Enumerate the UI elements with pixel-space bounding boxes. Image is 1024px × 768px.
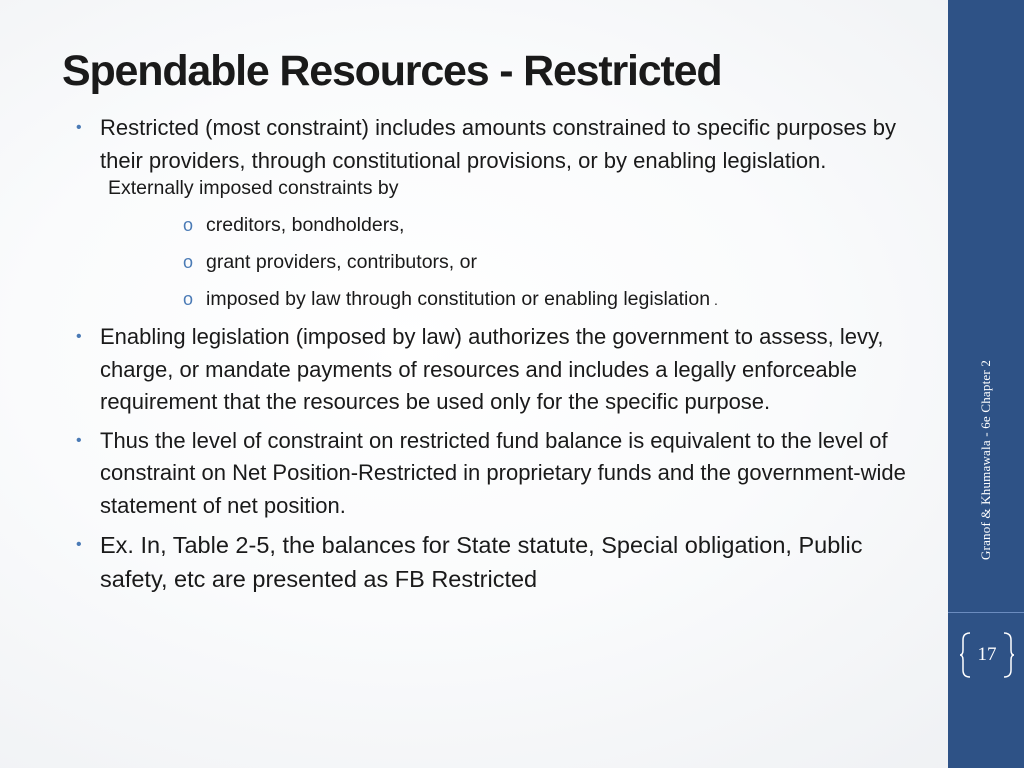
- page-number-badge: [960, 630, 1014, 680]
- bullet-dot-icon: •: [76, 119, 82, 136]
- bullet-dot-icon: •: [76, 328, 82, 345]
- sub-bullet-tail: .: [710, 292, 718, 308]
- sub-bullet-text: grant providers, contributors, or: [206, 251, 477, 273]
- bullet-item: [76, 321, 916, 419]
- bullet-dot-icon: •: [76, 536, 82, 553]
- bullet-text: Ex. In, Table 2-5, the balances for State statute, Special obligation, Public safety, etc are presented as FB Restricted: [100, 532, 863, 592]
- bullet-dot-icon: •: [76, 431, 82, 449]
- sub-bullet-text: imposed by law through constitution or enabling legislation: [206, 288, 711, 310]
- bullet-item: [76, 425, 916, 523]
- circle-bullet-icon: o: [183, 252, 194, 272]
- sub-bullet-item: [76, 281, 916, 319]
- footer-citation: Granof & Khumawala - 6e Chapter 2: [978, 359, 993, 561]
- circle-bullet-icon: o: [183, 289, 194, 309]
- bullet-item: [76, 112, 916, 177]
- sub-bullet-text: creditors, bondholders,: [206, 214, 405, 236]
- sidebar-divider: [948, 612, 1024, 613]
- bullet-text: Enabling legislation (imposed by law) authorizes the government to assess, levy, charge, or mandate payments of resources and includes a legally enforceable requirement that the resources be used only for the specific purpose.: [100, 324, 884, 414]
- slide-content: [76, 112, 916, 596]
- slide-title: Spendable Resources - Restricted: [62, 47, 722, 95]
- circle-bullet-icon: o: [183, 215, 194, 235]
- bullet-text: Restricted (most constraint) includes amounts constrained to specific purposes by their providers, through constitutional provisions, or by enabling legislation.: [100, 115, 897, 173]
- sub-bullet-item: [76, 244, 916, 281]
- bullet-text: Thus the level of constraint on restricted fund balance is equivalent to the level of constraint on Net Position-Restricted in proprietary funds and the government-wide statement of net position.: [100, 427, 906, 518]
- bullet-subnote: Externally imposed constraints by: [108, 177, 399, 199]
- page-number: 17: [977, 644, 997, 665]
- sub-bullet-item: [76, 207, 916, 244]
- sub-bullet-list: [76, 207, 916, 319]
- bullet-item: [76, 528, 916, 596]
